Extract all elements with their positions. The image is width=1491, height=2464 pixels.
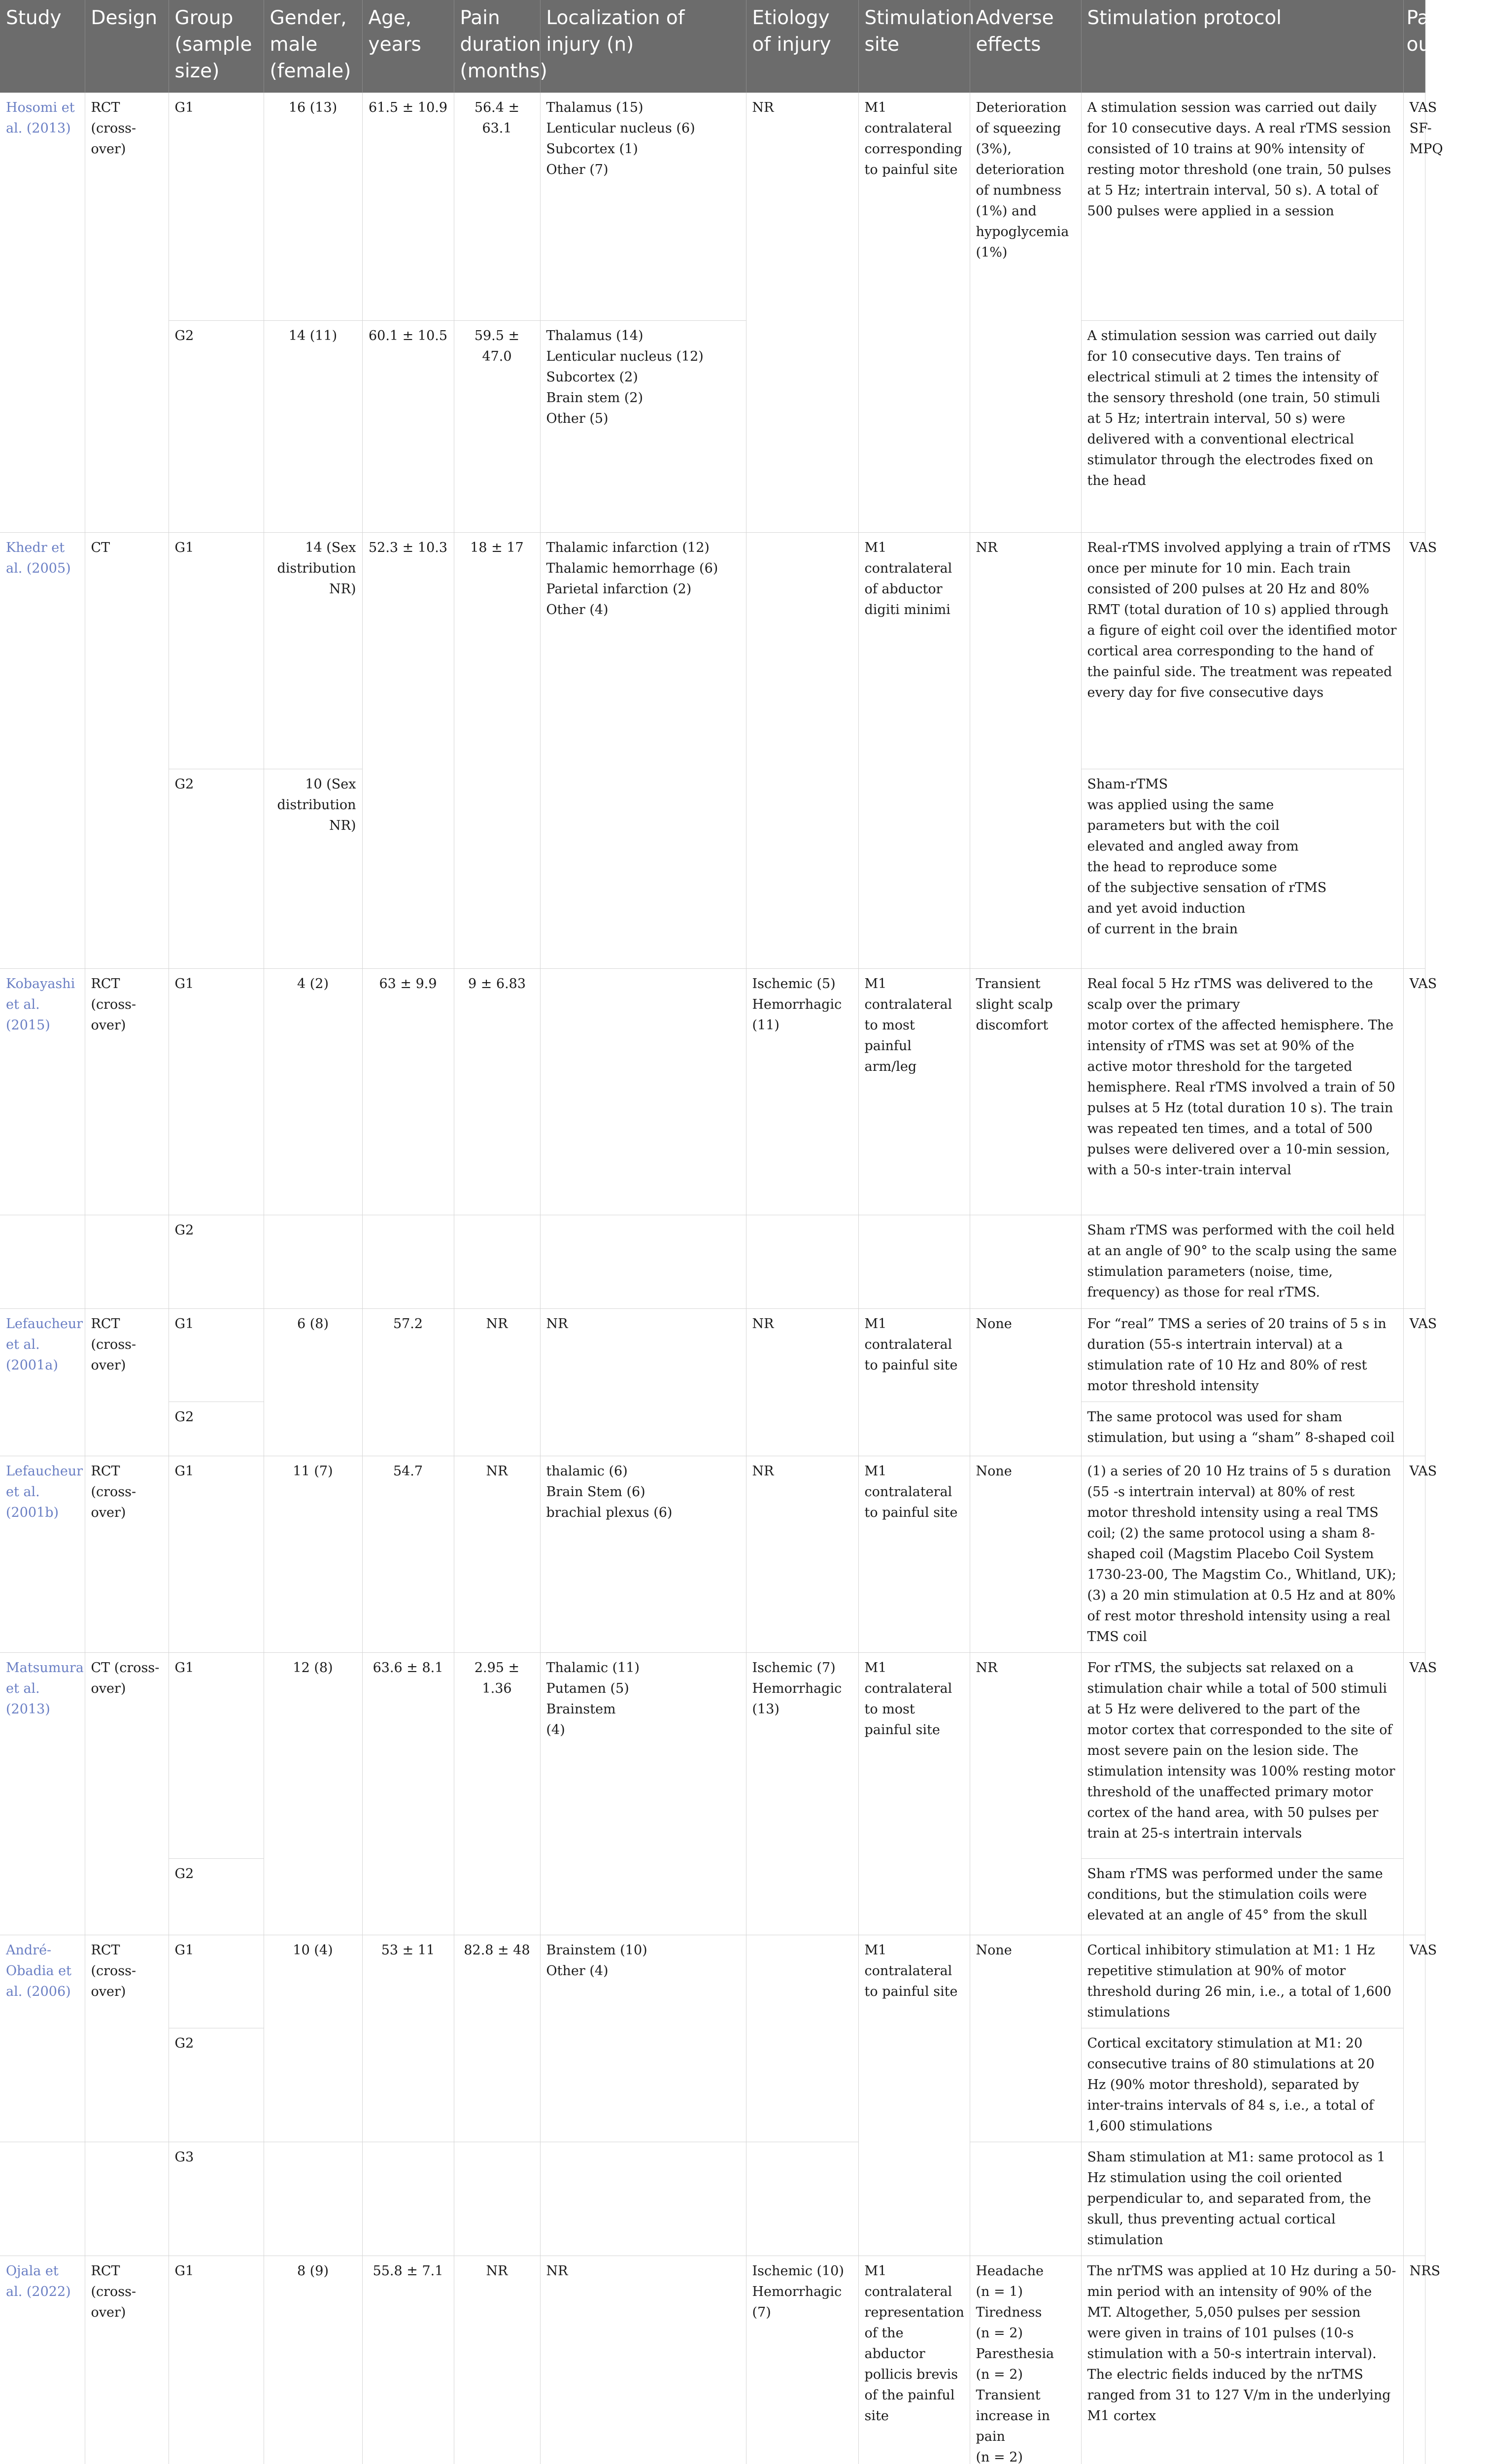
study-link-hosomi[interactable]: Hosomi et al. (2013) (0, 93, 85, 532)
group-cell: G2 (169, 1402, 264, 1456)
design-cell (85, 2142, 169, 2256)
gender-cell: 10 (4) (264, 1935, 362, 2142)
adverse-cell: None (970, 1308, 1081, 1456)
site-cell: M1 contralateral to painful site (858, 1308, 970, 1456)
group-cell: G1 (169, 2256, 264, 2464)
gender-cell (264, 2142, 362, 2256)
duration-cell: NR (454, 1308, 540, 1456)
study-link-khedr[interactable]: Khedr et al. (2005) (0, 532, 85, 968)
group-cell: G1 (169, 1308, 264, 1402)
localization-cell: NR (540, 1308, 746, 1456)
gender-cell: 14 (11) (264, 320, 362, 532)
localization-cell: Thalamus (14) Lenticular nucleus (12) Subcortex (2) Brain stem (2) Other (5) (540, 320, 746, 532)
header-pain-outcome: Pain outcome (1403, 0, 1425, 93)
duration-cell (454, 2142, 540, 2256)
duration-cell: 2.95 ± 1.36 (454, 1652, 540, 1935)
duration-cell: 82.8 ± 48 (454, 1935, 540, 2142)
study-cell (0, 1215, 85, 1308)
study-link-lefaucheur-a[interactable]: Lefaucheur et al. (2001a) (0, 1308, 85, 1456)
header-study: Study (0, 0, 85, 93)
design-cell: RCT (cross-over) (85, 1935, 169, 2142)
gender-cell: 14 (Sex distribution NR) (264, 532, 362, 769)
duration-cell: 56.4 ± 63.1 (454, 93, 540, 320)
site-cell: M1 contralateral to most painful site (858, 1652, 970, 1935)
design-cell: RCT (cross-over) (85, 93, 169, 532)
age-cell: 63.6 ± 8.1 (362, 1652, 454, 1935)
header-adverse-effects: Adverse effects (970, 0, 1081, 93)
header-etiology: Etiology of injury (746, 0, 858, 93)
design-cell: RCT (cross-over) (85, 2256, 169, 2464)
gender-cell: 10 (Sex distribution NR) (264, 769, 362, 968)
duration-cell (454, 1215, 540, 1308)
table-row (0, 1308, 1425, 1402)
age-cell: 54.7 (362, 1456, 454, 1652)
header-localization: Localization of injury (n) (540, 0, 746, 93)
localization-cell (540, 968, 746, 1215)
header-stimulation-protocol: Stimulation protocol (1081, 0, 1403, 93)
table-row (0, 1652, 1425, 1858)
etiology-cell (746, 1215, 858, 1308)
etiology-cell: Ischemic (5) Hemorrhagic (11) (746, 968, 858, 1215)
group-cell: G2 (169, 320, 264, 532)
duration-cell: NR (454, 1456, 540, 1652)
study-link-lefaucheur-b[interactable]: Lefaucheur et al. (2001b) (0, 1456, 85, 1652)
study-link-andre-obadia[interactable]: André-Obadia et al. (2006) (0, 1935, 85, 2142)
protocol-cell: Sham rTMS was performed under the same conditions, but the stimulation coils were elevated at an angle of 45° from the skull (1081, 1858, 1403, 1935)
site-cell: M1 contralateral of abductor digiti minimi (858, 532, 970, 968)
header-stimulation-site: Stimulation site (858, 0, 970, 93)
group-cell: G2 (169, 769, 264, 968)
table-row (0, 1456, 1425, 1652)
protocol-cell: A stimulation session was carried out daily for 10 consecutive days. A real rTMS session consisted of 10 trains at 90% intensity of resting motor threshold (one train, 50 pulses at 5 Hz; intertrain interval, 50 s). A total of 500 pulses were applied in a session (1081, 93, 1403, 320)
header-row (0, 0, 1425, 93)
group-cell: G1 (169, 1456, 264, 1652)
site-cell (858, 1215, 970, 1308)
group-cell: G1 (169, 93, 264, 320)
table-row (0, 532, 1425, 769)
table-row (0, 968, 1425, 1215)
protocol-cell: Sham stimulation at M1: same protocol as 1 Hz stimulation using the coil oriented perpendicular to, and separated from, the skull, thus preventing actual cortical stimulation (1081, 2142, 1403, 2256)
localization-cell: Thalamus (15) Lenticular nucleus (6) Subcortex (1) Other (7) (540, 93, 746, 320)
age-cell: 52.3 ± 10.3 (362, 532, 454, 968)
protocol-cell: For “real” TMS a series of 20 trains of 5 s in duration (55-s intertrain interval) at a stimulation rate of 10 Hz and 80% of rest motor threshold intensity (1081, 1308, 1403, 1402)
gender-cell (264, 1215, 362, 1308)
group-cell: G1 (169, 968, 264, 1215)
header-age: Age, years (362, 0, 454, 93)
localization-cell: Thalamic infarction (12) Thalamic hemorrhage (6) Parietal infarction (2) Other (4) (540, 532, 746, 968)
etiology-cell: NR (746, 93, 858, 532)
protocol-cell: For rTMS, the subjects sat relaxed on a stimulation chair while a total of 500 stimuli at 5 Hz were delivered to the part of the motor cortex that corresponded to the site of most severe pain on the lesion side. The stimulation intensity was 100% resting motor threshold of the unaffected primary motor cortex of the hand area, with 50 pulses per train at 25-s intertrain intervals (1081, 1652, 1403, 1858)
age-cell: 60.1 ± 10.5 (362, 320, 454, 532)
protocol-cell: Sham-rTMS was applied using the same parameters but with the coil elevated and angled away from the head to reproduce some of the subjective sensation of rTMS and yet avoid induction of current in the brain (1081, 769, 1403, 968)
protocol-cell: A stimulation session was carried out daily for 10 consecutive days. Ten trains of electrical stimuli at 2 times the intensity of the sensory threshold (one train, 50 stimuli at 5 Hz; intertrain interval, 50 s) were delivered with a conventional electrical stimulator through the electrodes fixed on the head (1081, 320, 1403, 532)
protocol-cell: Sham rTMS was performed with the coil held at an angle of 90° to the scalp using the same stimulation parameters (noise, time, frequency) as those for real rTMS. (1081, 1215, 1403, 1308)
outcome-cell (1403, 1215, 1425, 1308)
duration-cell: 59.5 ± 47.0 (454, 320, 540, 532)
outcome-cell: VAS (1403, 1935, 1425, 2142)
group-cell: G1 (169, 1935, 264, 2028)
adverse-cell (970, 2142, 1081, 2256)
design-cell: RCT (cross-over) (85, 1308, 169, 1456)
outcome-cell: VAS (1403, 1652, 1425, 1935)
adverse-cell: None (970, 1935, 1081, 2142)
etiology-cell: NR (746, 1308, 858, 1456)
design-cell: RCT (cross-over) (85, 968, 169, 1215)
design-cell: CT (cross-over) (85, 1652, 169, 1935)
group-cell: G2 (169, 1215, 264, 1308)
gender-cell: 8 (9) (264, 2256, 362, 2464)
age-cell (362, 1215, 454, 1308)
age-cell: 53 ± 11 (362, 1935, 454, 2142)
header-group: Group (sample size) (169, 0, 264, 93)
etiology-cell (746, 1935, 858, 2142)
localization-cell (540, 1215, 746, 1308)
localization-cell (540, 2142, 746, 2256)
protocol-cell: Cortical inhibitory stimulation at M1: 1 Hz repetitive stimulation at 90% of motor threshold during 26 min, i.e., a total of 1,600 stimulations (1081, 1935, 1403, 2028)
protocol-cell: (1) a series of 20 10 Hz trains of 5 s duration (55 -s intertrain interval) at 80% of rest motor threshold intensity using a real TMS coil; (2) the same protocol using a sham 8-shaped coil (Magstim Placebo Coil System 1730-23-00, The Magstim Co., Whitland, UK); (3) a 20 min stimulation at 0.5 Hz and at 80% of rest motor threshold intensity using a real TMS coil (1081, 1456, 1403, 1652)
gender-cell: 16 (13) (264, 93, 362, 320)
localization-cell: NR (540, 2256, 746, 2464)
adverse-cell: Deterioration of squeezing (3%), deterioration of numbness (1%) and hypoglycemia (1%) (970, 93, 1081, 532)
etiology-cell: Ischemic (7) Hemorrhagic (13) (746, 1652, 858, 1935)
table-row (0, 2256, 1425, 2464)
study-cell (0, 2142, 85, 2256)
etiology-cell (746, 2142, 858, 2256)
group-cell: G2 (169, 1858, 264, 1935)
site-cell: M1 contralateral corresponding to painful site (858, 93, 970, 532)
outcome-cell: VAS (1403, 532, 1425, 968)
gender-cell: 11 (7) (264, 1456, 362, 1652)
site-cell: M1 contralateral to painful site (858, 1456, 970, 1652)
age-cell: 63 ± 9.9 (362, 968, 454, 1215)
duration-cell: 9 ± 6.83 (454, 968, 540, 1215)
group-cell: G2 (169, 2028, 264, 2142)
outcome-cell: VAS (1403, 1456, 1425, 1652)
table-row (0, 320, 1425, 532)
header-gender: Gender, male (female) (264, 0, 362, 93)
study-link-ojala[interactable]: Ojala et al. (2022) (0, 2256, 85, 2464)
table-row (0, 1215, 1425, 1308)
localization-cell: Brainstem (10) Other (4) (540, 1935, 746, 2142)
gender-cell: 12 (8) (264, 1652, 362, 1935)
group-cell: G3 (169, 2142, 264, 2256)
adverse-cell: Headache (n = 1) Tiredness (n = 2) Paresthesia (n = 2) Transient increase in pain (n = 2) (970, 2256, 1081, 2464)
design-cell: RCT (cross-over) (85, 1456, 169, 1652)
table-row (0, 1935, 1425, 2028)
outcome-cell: VAS SF-MPQ (1403, 93, 1425, 532)
group-cell: G1 (169, 1652, 264, 1858)
protocol-cell: Real focal 5 Hz rTMS was delivered to the scalp over the primary motor cortex of the affected hemisphere. The intensity of rTMS was set at 90% of the active motor threshold for the targeted hemisphere. Real rTMS involved a train of 50 pulses at 5 Hz (total duration 10 s). The train was repeated ten times, and a total of 500 pulses were delivered over a 10-min session, with a 50-s inter-train interval (1081, 968, 1403, 1215)
outcome-cell (1403, 2142, 1425, 2256)
gender-cell: 4 (2) (264, 968, 362, 1215)
age-cell: 55.8 ± 7.1 (362, 2256, 454, 2464)
age-cell: 57.2 (362, 1308, 454, 1456)
study-link-matsumura[interactable]: Matsumura et al. (2013) (0, 1652, 85, 1935)
etiology-cell: Ischemic (10) Hemorrhagic (7) (746, 2256, 858, 2464)
protocol-cell: The same protocol was used for sham stimulation, but using a “sham” 8-shaped coil (1081, 1402, 1403, 1456)
table-row (0, 93, 1425, 320)
outcome-cell: VAS (1403, 968, 1425, 1215)
design-cell: CT (85, 532, 169, 968)
outcome-cell: VAS (1403, 1308, 1425, 1456)
adverse-cell: NR (970, 1652, 1081, 1935)
outcome-cell: NRS (1403, 2256, 1425, 2464)
adverse-cell: None (970, 1456, 1081, 1652)
duration-cell: 18 ± 17 (454, 532, 540, 968)
gender-cell: 6 (8) (264, 1308, 362, 1456)
adverse-cell: NR (970, 532, 1081, 968)
adverse-cell (970, 1215, 1081, 1308)
header-pain-duration: Pain duration (months) (454, 0, 540, 93)
study-link-kobayashi[interactable]: Kobayashi et al. (2015) (0, 968, 85, 1215)
protocol-cell: Real-rTMS involved applying a train of rTMS once per minute for 10 min. Each train consisted of 200 pulses at 20 Hz and 80% RMT (total duration of 10 s) applied through a figure of eight coil over the identified motor cortical area corresponding to the hand of the painful side. The treatment was repeated every day for five consecutive days (1081, 532, 1403, 769)
protocol-cell: The nrTMS was applied at 10 Hz during a 50-min period with an intensity of 90% of the MT. Altogether, 5,050 pulses per session were given in trains of 101 pulses (10-s stimulation with a 50-s intertrain interval). The electric fields induced by the nrTMS ranged from 31 to 127 V/m in the underlying M1 cortex (1081, 2256, 1403, 2464)
site-cell: M1 contralateral to painful site (858, 1935, 970, 2256)
group-cell: G1 (169, 532, 264, 769)
duration-cell: NR (454, 2256, 540, 2464)
protocol-cell: Cortical excitatory stimulation at M1: 20 consecutive trains of 80 stimulations at 20 Hz (90% motor threshold), separated by inter-trains intervals of 84 s, i.e., a total of 1,600 stimulations (1081, 2028, 1403, 2142)
etiology-cell (746, 532, 858, 968)
age-cell (362, 2142, 454, 2256)
header-design: Design (85, 0, 169, 93)
design-cell (85, 1215, 169, 1308)
site-cell: M1 contralateral representation of the abductor pollicis brevis of the painful site (858, 2256, 970, 2464)
localization-cell: thalamic (6) Brain Stem (6) brachial plexus (6) (540, 1456, 746, 1652)
table-row (0, 2142, 1425, 2256)
adverse-cell: Transient slight scalp discomfort (970, 968, 1081, 1215)
site-cell: M1 contralateral to most painful arm/leg (858, 968, 970, 1215)
age-cell: 61.5 ± 10.9 (362, 93, 454, 320)
etiology-cell: NR (746, 1456, 858, 1652)
localization-cell: Thalamic (11) Putamen (5) Brainstem (4) (540, 1652, 746, 1935)
